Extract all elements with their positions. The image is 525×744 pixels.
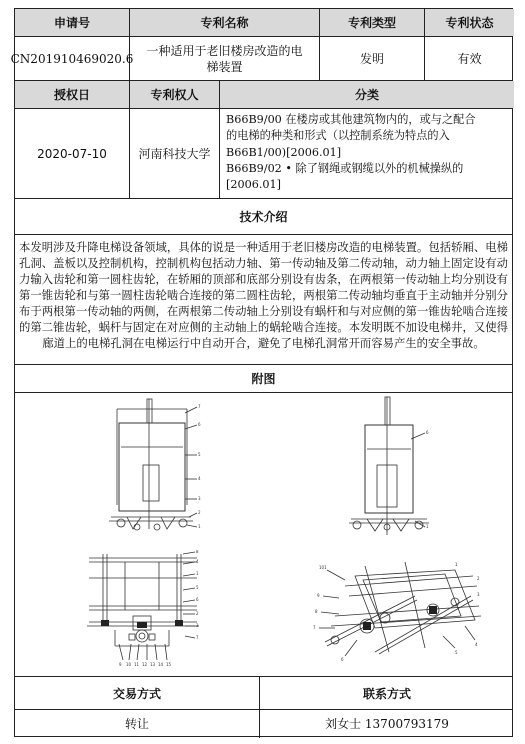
section-view-label: 6 (196, 597, 199, 602)
app-no-header: 申请号 (15, 9, 130, 36)
perspective-view-label: 9 (317, 593, 320, 598)
section-view-label: 4 (196, 559, 199, 564)
data-row-1 (10, 37, 512, 81)
figures-title: 附图 (251, 372, 276, 386)
patent-sheet (10, 8, 513, 737)
section-view-label: 15 (166, 662, 172, 667)
front-view-label: 5 (198, 452, 201, 457)
perspective-view-label: 6 (341, 657, 344, 662)
section-view-label: 8 (196, 550, 199, 554)
section-view-label: 3 (196, 623, 199, 628)
section-view-label: 11 (134, 662, 140, 667)
section-view-label: 1 (196, 571, 199, 576)
application-number: CN201910469020.6 (15, 37, 130, 80)
classification-line: B66B9/02 • 除了钢绳或钢缆以外的机械操纵的 (226, 161, 464, 175)
front-view-label: 6 (198, 422, 201, 427)
grant-date: 2020-07-10 (15, 109, 130, 198)
header-row-1 (15, 9, 512, 37)
figures-title-row (15, 365, 512, 393)
data-row-2 (15, 109, 512, 199)
section-view-label: 2 (196, 611, 199, 616)
classification-line: [2006.01] (226, 178, 281, 192)
intro-title: 技术介绍 (239, 210, 288, 224)
classification (220, 109, 514, 198)
perspective-view-label: 8 (315, 609, 318, 614)
patent-status: 有效 (457, 51, 482, 66)
section-view-label: 10 (126, 662, 132, 667)
patent-type-header: 专利类型 (320, 9, 425, 36)
header-row-2 (15, 81, 512, 109)
perspective-view-label: 4 (475, 642, 478, 647)
patent-name-header: 专利名称 (130, 9, 320, 36)
intro-title-row (15, 199, 512, 235)
perspective-view-label: 101 (319, 565, 327, 570)
patent-status-header: 专利状态 (425, 9, 514, 36)
section-view-label: 7 (196, 635, 199, 640)
perspective-view-label: 5 (455, 650, 458, 655)
section-view-drawing (85, 550, 207, 674)
section-view-label: 12 (142, 662, 148, 667)
figures-area (15, 393, 512, 677)
classification-header: 分类 (220, 81, 514, 108)
perspective-view-label: 2 (477, 576, 480, 581)
contact-header: 联系方式 (362, 686, 411, 701)
contact-info: 刘女士 13700793179 (325, 717, 449, 731)
patent-type: 发明 (320, 37, 425, 80)
intro-text: 本发明涉及升降电梯设备领域，具体的说是一种适用于老旧楼房改造的电梯装置。包括轿厢、电梯孔洞、盖板以及控制机构，控制机构包括动力轴、第一传动轴及第二传动轴，动力轴上固定设有动力输入齿轮和第一圆柱齿轮，在轿厢的顶部和底部分别设有齿条，在两根第一传动轴上均分别设有第一锥齿轮和与第一圆柱齿轮啮合连接的第二圆柱齿轮，两根第二传动轴均垂直于主动轴并分别分布于两根第一传动轴的两侧，在两根第二传动轴上分别设有蜗杆和与对应侧的第一锥齿轮啮合连接的第二锥齿轮，蜗杆与固定在对应侧的主动轴上的蜗轮啮合连接。本发明既不加设电梯井，又使得廊道上的电梯孔洞在电梯运行中自动开合，避免了电梯孔洞常开而容易产生的安全事故。 (15, 235, 512, 365)
side-view-label: 6 (426, 430, 429, 435)
classification-line: B66B9/00 在楼房或其他建筑物内的，或与之配合 (226, 113, 476, 126)
trade-method: 转让 (15, 710, 260, 738)
footer-value-row (15, 710, 512, 738)
perspective-view-label: 3 (477, 592, 480, 597)
side-view-label: 1 (426, 524, 429, 529)
front-view-label: 1 (198, 524, 201, 529)
side-view-drawing (345, 395, 435, 543)
patentee-header: 专利权人 (130, 81, 220, 108)
classification-line: 的电梯的种类和形式（以控制系统为特点的入 (226, 129, 450, 143)
front-view-label: 3 (198, 496, 201, 501)
front-view-label: 4 (198, 476, 201, 481)
classification-line: B66B1/00)[2006.01] (226, 145, 342, 159)
footer-header-row (15, 677, 512, 710)
section-view-label: 14 (158, 662, 164, 667)
section-view-label: 13 (150, 662, 156, 667)
perspective-view-label: 1 (455, 562, 458, 567)
perspective-view-label: 7 (313, 625, 316, 630)
patentee: 河南科技大学 (130, 109, 220, 198)
front-view-label: 2 (198, 510, 201, 515)
section-view-label: 9 (119, 662, 122, 667)
front-view-drawing (97, 395, 205, 543)
perspective-view-drawing (305, 556, 485, 666)
patent-name: 一种适用于老旧楼房改造的电梯装置 (130, 37, 320, 80)
front-view-label: 7 (198, 404, 201, 409)
section-view-label: 5 (196, 585, 199, 590)
grant-date-header: 授权日 (15, 81, 130, 108)
trade-method-header: 交易方式 (15, 677, 260, 709)
